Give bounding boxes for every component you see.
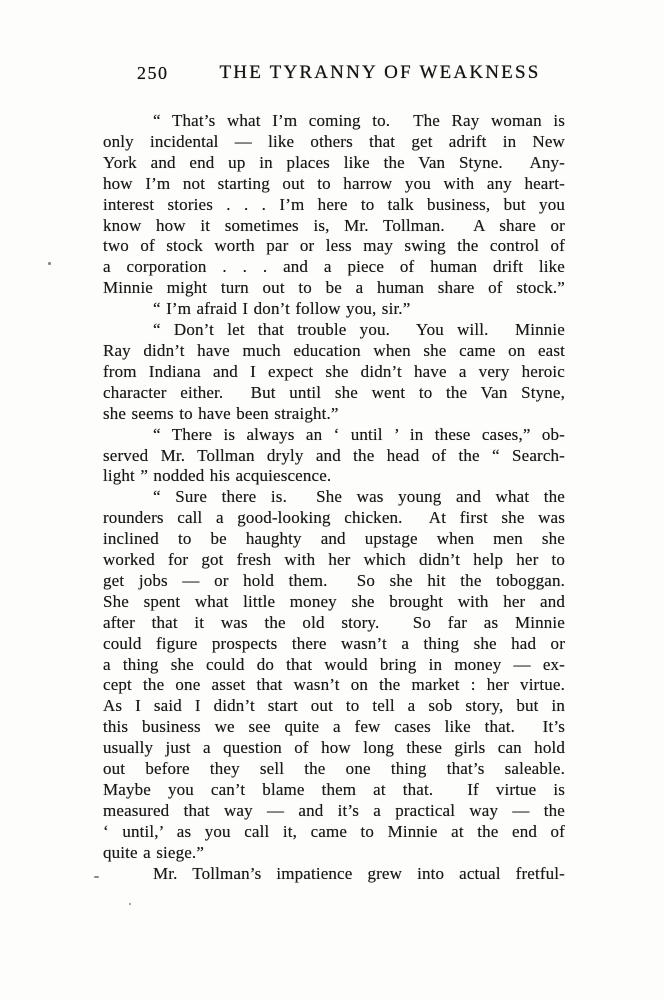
text-line: Mr. Tollman’s impatience grew into actual fretful- — [153, 863, 565, 883]
text-line: a corporation . . . and a piece of human drift like — [103, 257, 565, 277]
text-line: how I’m not starting out to harrow you with any heart- — [103, 173, 565, 193]
scan-speck — [129, 903, 131, 905]
paragraph — [103, 111, 565, 299]
text-line: out before they sell the one thing that’s saleable. — [103, 759, 565, 779]
text-line: served Mr. Tollman dryly and the head of the “ Search- — [103, 445, 565, 465]
text-line: this business we see quite a few cases like that. It’s — [103, 717, 565, 737]
text-line: “ Sure there is. She was young and what the — [153, 487, 565, 507]
text-line: could figure prospects there wasn’t a thing she had or — [103, 633, 565, 653]
text-line: “ Don’t let that trouble you. You will. Minnie — [153, 320, 565, 340]
scan-speck — [94, 876, 99, 878]
scan-speck — [48, 262, 51, 265]
paragraph — [103, 864, 565, 885]
text-line: light ” nodded his acquiescence. — [103, 466, 332, 486]
text-line: two of stock worth par or less may swing the control of — [103, 236, 565, 256]
text-line: after that it was the old story. So far as Minnie — [103, 612, 565, 632]
text-line: from Indiana and I expect she didn’t have a very heroic — [103, 361, 565, 381]
text-line: ‘ until,’ as you call it, came to Minnie at the end of — [103, 821, 565, 841]
running-title: THE TYRANNY OF WEAKNESS — [219, 62, 541, 83]
text-line: she seems to have been straight.” — [103, 403, 339, 423]
text-line: rounders call a good-looking chicken. At first she was — [103, 508, 565, 528]
text-line: “ There is always an ‘ until ’ in these cases,” ob- — [153, 424, 565, 444]
text-line: “ That’s what I’m coming to. The Ray woman is — [153, 111, 565, 130]
text-line: interest stories . . . I’m here to talk business, but you — [103, 194, 565, 214]
text-line: measured that way — and it’s a practical way — the — [103, 800, 565, 820]
text-line: usually just a question of how long these girls can hold — [103, 738, 565, 758]
text-line: a thing she could do that would bring in money — ex- — [103, 654, 565, 674]
paragraph — [103, 299, 565, 320]
text-line: “ I’m afraid I don’t follow you, sir.” — [153, 299, 411, 319]
text-line: know how it sometimes is, Mr. Tollman. A share or — [103, 215, 565, 235]
text-line: worked for got fresh with her which didn’t help her to — [103, 550, 565, 570]
text-line: She spent what little money she brought with her and — [103, 591, 565, 611]
text-line: York and end up in places like the Van Styne. Any- — [103, 152, 565, 172]
text-line: Ray didn’t have much education when she came on east — [103, 340, 565, 360]
text-line: only incidental — like others that get adrift in New — [103, 131, 565, 151]
text-line: character either. But until she went to the Van Styne, — [103, 382, 565, 402]
text-line: get jobs — or hold them. So she hit the toboggan. — [103, 570, 565, 590]
text-line: Maybe you can’t blame them at that. If virtue is — [103, 780, 565, 799]
paragraph — [103, 320, 565, 425]
text-line: cept the one asset that wasn’t on the market : her virtue. — [103, 675, 565, 695]
text-line: quite a siege.” — [103, 842, 205, 862]
text-line: inclined to be haughty and upstage when men she — [103, 529, 565, 549]
text-line: Minnie might turn out to be a human share of stock.” — [103, 278, 565, 298]
paragraph — [103, 487, 565, 863]
text-line: As I said I didn’t start out to tell a sob story, but in — [103, 696, 565, 716]
text-block — [103, 111, 565, 885]
page-number: 250 — [137, 63, 169, 83]
paragraph — [103, 425, 565, 488]
